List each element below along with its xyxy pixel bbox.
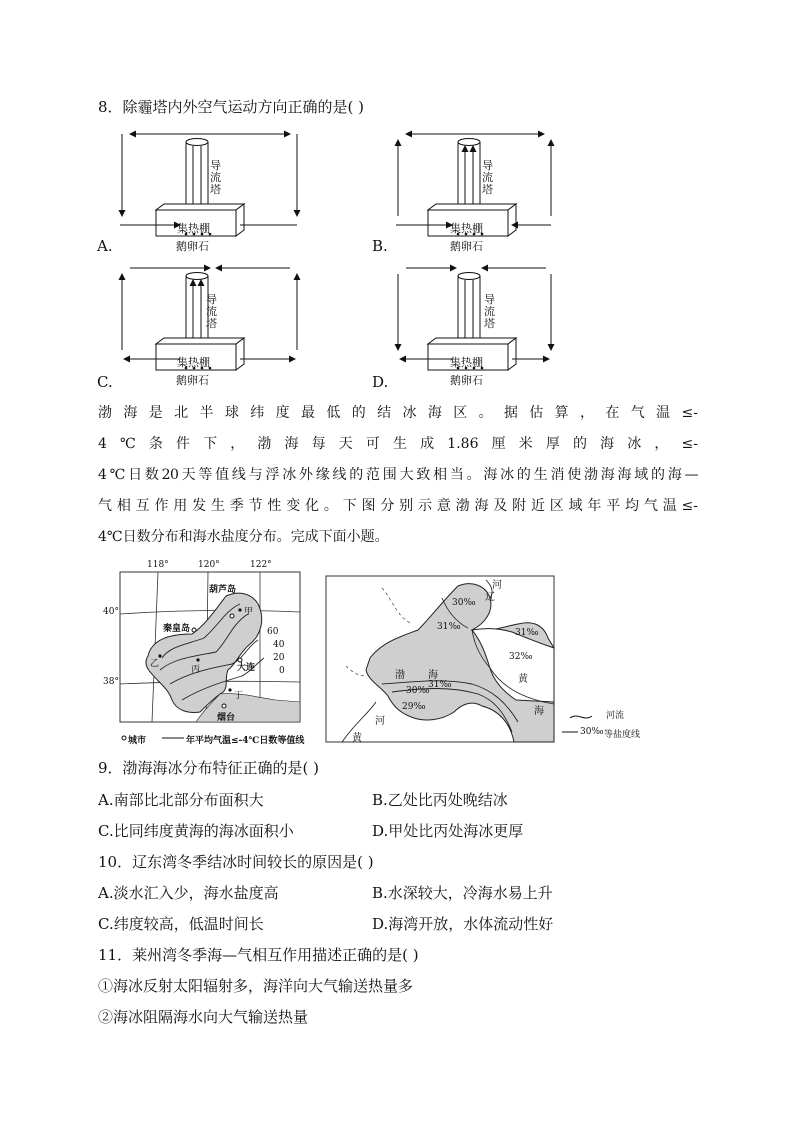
q8-option-c[interactable]: C. xyxy=(97,373,113,391)
passage-line: 4℃日数分布和海水盐度分布。完成下面小题。 xyxy=(98,529,389,545)
q8-option-b[interactable]: B. xyxy=(372,237,388,255)
salinity-30-south: 30‰ xyxy=(406,686,430,696)
point-ding: 丁 xyxy=(234,691,244,701)
passage xyxy=(98,398,698,553)
salinity-32: 32‰ xyxy=(509,652,533,662)
city-dalian: 大连 xyxy=(237,663,256,673)
river-char-he-1: 河 xyxy=(492,580,502,591)
lat-label-40: 40° xyxy=(103,607,119,617)
lon-label-120: 120° xyxy=(198,560,220,570)
q10-option-c[interactable]: C.纬度较高，低温时间长 xyxy=(98,915,264,933)
q8-option-d[interactable]: D. xyxy=(372,373,389,391)
river-char-he-2: 河 xyxy=(375,716,385,727)
q11-item-1[interactable]: ①海冰反射太阳辐射多，海洋向大气输送热量多 xyxy=(98,977,414,995)
legend-river: 河流 xyxy=(606,711,625,721)
isoline-60: 60 xyxy=(267,627,279,637)
isoline-0: 0 xyxy=(279,666,285,676)
diagram-c-tower-label: 导 流 塔 xyxy=(206,293,217,330)
city-huludao: 葫芦岛 xyxy=(209,585,237,595)
label-hai-2: 海 xyxy=(534,706,544,717)
q9-option-b[interactable]: B.乙处比丙处晚结冰 xyxy=(372,791,508,809)
diagram-a-stones-label: 鹅卵石 xyxy=(176,240,209,253)
diagram-c-shed-label: 集热棚 xyxy=(177,356,210,369)
q9-stem: 9．渤海海冰分布特征正确的是( ) xyxy=(98,759,320,777)
river-char-liao: 辽 xyxy=(485,592,495,603)
legend-salinity-value: 30‰ xyxy=(580,727,604,737)
passage-line: 渤海是北半球纬度最低的结冰海区。据估算，在气温≤- xyxy=(98,405,698,421)
city-qinhuangdao: 秦皇岛 xyxy=(163,624,191,634)
diagram-d-stones-label: 鹅卵石 xyxy=(450,374,483,387)
diagram-a-tower-label: 导 流 塔 xyxy=(210,159,221,196)
diagram-b-tower-label: 导 流 塔 xyxy=(482,159,493,196)
q8-diagrams xyxy=(90,122,590,390)
city-yantai: 烟台 xyxy=(217,713,236,723)
legend-isoline-days: 年平均气温≤-4℃日数等值线 xyxy=(186,736,305,746)
lon-label-122: 122° xyxy=(250,560,272,570)
q9-option-d[interactable]: D.甲处比丙处海冰更厚 xyxy=(372,822,524,840)
passage-line: 4℃日数20天等值线与浮冰外缘线的范围大致相当。海冰的生消使渤海海域的海— xyxy=(98,467,698,483)
salinity-31-yellow: 31‰ xyxy=(515,628,539,638)
isoline-20: 20 xyxy=(273,653,285,663)
diagram-c-stones-label: 鹅卵石 xyxy=(176,374,209,387)
label-bo: 渤 xyxy=(395,670,405,681)
diagram-b-shed-label: 集热棚 xyxy=(450,222,483,235)
q9-option-c[interactable]: C.比同纬度黄海的海冰面积小 xyxy=(98,822,294,840)
q8-option-a[interactable]: A. xyxy=(97,237,113,255)
point-yi: 乙 xyxy=(150,659,160,669)
passage-line: 气相互作用发生季节性变化。下图分别示意渤海及附近区域年平均气温≤- xyxy=(98,498,698,514)
river-char-huang: 黄 xyxy=(352,733,362,744)
q10-option-b[interactable]: B.水深较大，冷海水易上升 xyxy=(372,884,553,902)
lat-label-38: 38° xyxy=(103,677,119,687)
q10-stem: 10．辽东湾冬季结冰时间较长的原因是( ) xyxy=(98,853,374,871)
salinity-31-south: 31‰ xyxy=(428,680,452,690)
point-jia: 甲 xyxy=(244,607,254,617)
legend-city: 城市 xyxy=(128,736,147,746)
passage-line: 4℃条件下，渤海每天可生成1.86厘米厚的海冰，≤- xyxy=(98,436,698,452)
q9-option-a[interactable]: A.南部比北部分布面积大 xyxy=(98,791,264,809)
legend-salinity-text: 等盐度线 xyxy=(604,730,641,740)
diagram-d-tower-label: 导 流 塔 xyxy=(484,293,495,330)
salinity-31-bohai: 31‰ xyxy=(437,622,461,632)
point-bing: 丙 xyxy=(191,665,201,675)
salinity-30-liao: 30‰ xyxy=(452,598,476,608)
lon-label-118: 118° xyxy=(147,560,169,570)
q8-stem: 8．除霾塔内外空气运动方向正确的是( ) xyxy=(98,98,365,116)
diagram-d-shed-label: 集热棚 xyxy=(450,356,483,369)
q10-option-a[interactable]: A.淡水汇入少，海水盐度高 xyxy=(98,884,279,902)
diagram-a-shed-label: 集热棚 xyxy=(177,222,210,235)
diagram-b-stones-label: 鹅卵石 xyxy=(450,240,483,253)
label-hai-1: 海 xyxy=(428,670,438,681)
label-huang: 黄 xyxy=(518,674,528,685)
q11-stem: 11．莱州湾冬季海—气相互作用描述正确的是( ) xyxy=(98,946,419,964)
q10-option-d[interactable]: D.海湾开放，水体流动性好 xyxy=(372,915,554,933)
salinity-29: 29‰ xyxy=(402,702,426,712)
isoline-40: 40 xyxy=(273,640,285,650)
q11-item-2[interactable]: ②海冰阻隔海水向大气输送热量 xyxy=(98,1008,309,1026)
